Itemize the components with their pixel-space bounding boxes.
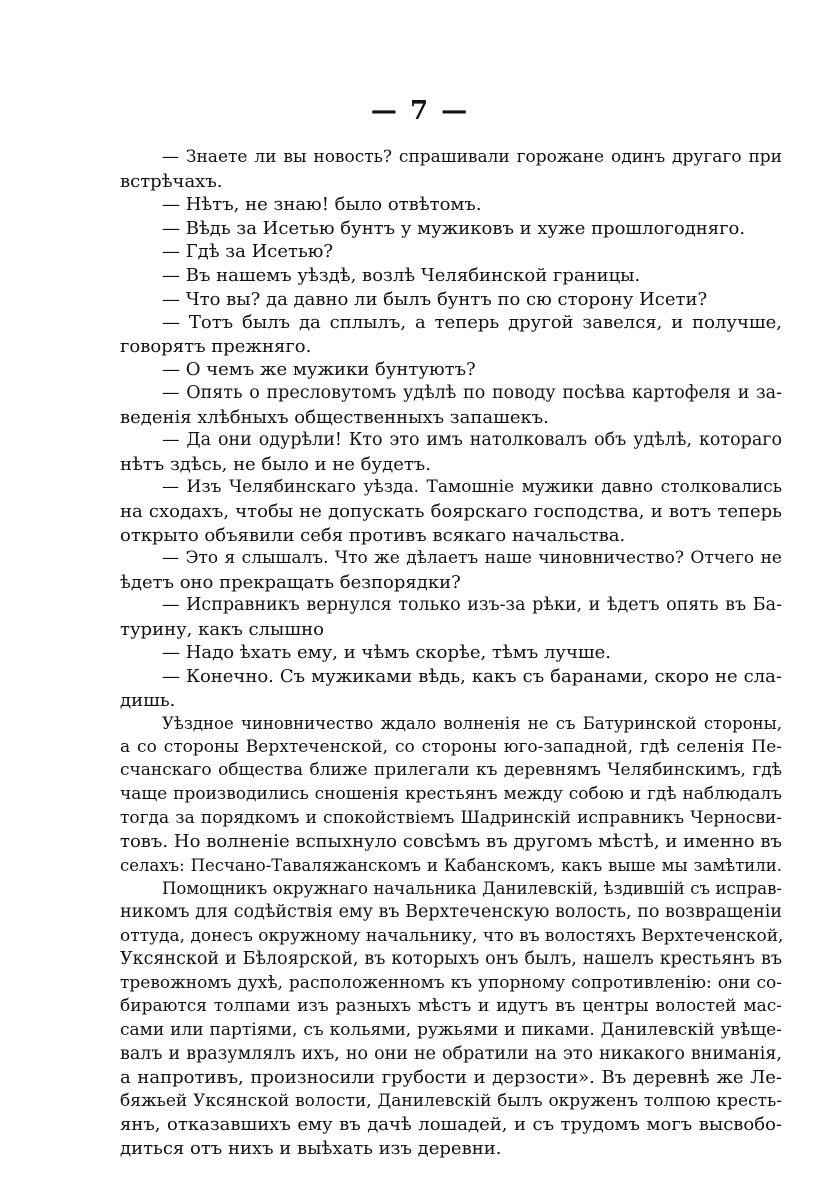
page-number: — 7 — (370, 96, 470, 126)
text-line: дишь. (120, 689, 176, 711)
body-text (120, 146, 784, 1161)
text-line: говорятъ прежняго. (120, 335, 312, 357)
text-line: — Вѣдь за Исетью бунтъ у мужиковъ и хуже прошлогодняго. (162, 217, 746, 239)
text-line: Помощникъ окружнаго начальника Данилевскій, ѣздившій съ исправ- (162, 879, 782, 899)
text-line: — Знаете ли вы новость? спрашивали горожане одинъ другаго при (162, 147, 782, 167)
text-line: диться отъ нихъ и выѣхать изъ деревни. (120, 1137, 502, 1159)
text-line: ѣдетъ оно прекращать безпорядки? (120, 571, 461, 593)
text-line: — О чемъ же мужики бунтуютъ? (162, 359, 476, 381)
text-line: сами или партіями, съ кольями, ружьями и пиками. Данилевскій увѣще- (120, 1019, 782, 1040)
text-line: — Опять о пресловутомъ удѣлѣ по поводу посѣва картофеля и за- (162, 382, 782, 403)
text-line: бираются толпами изъ разныхъ мѣстъ и идутъ въ центры волостей мас- (120, 996, 782, 1017)
text-line: тогда за порядкомъ и спокойствіемъ Шадринскій исправникъ Черносви- (120, 807, 782, 828)
text-line: — Что вы? да давно ли былъ бунтъ по сю сторону Исети? (162, 288, 708, 310)
text-line: счанскаго общества ближе прилегали къ деревнямъ Челябинскимъ, гдѣ (120, 760, 782, 781)
text-line: открыто объявили себя противъ всякаго начальства. (120, 524, 626, 546)
text-line: — Тотъ былъ да сплылъ, а теперь другой завелся, и получше, (162, 312, 782, 334)
text-line: — Нѣтъ, не знаю! было отвѣтомъ. (162, 194, 482, 216)
text-line: а со стороны Верхтеченской, со стороны юго-западной, гдѣ селенія Пе- (120, 736, 782, 757)
text-line: бяжьей Уксянской волости, Данилевскій былъ окруженъ толпою кресть- (120, 1090, 782, 1111)
text-line: турину, какъ слышно (120, 618, 324, 640)
text-line: селахъ: Песчано-Таваляжанскомъ и Кабанскомъ, какъ выше мы замѣтили. (120, 855, 782, 875)
text-line: — Изъ Челябинскаго уѣзда. Тамошніе мужики давно столковались (162, 477, 782, 498)
text-line: — Надо ѣхать ему, и чѣмъ скорѣе, тѣмъ лучше. (162, 642, 612, 664)
text-line: нѣтъ здѣсь, не было и не будетъ. (120, 453, 431, 475)
text-line: встрѣчахъ. (120, 170, 223, 192)
text-line: веденія хлѣбныхъ общественныхъ запашекъ. (120, 406, 549, 428)
text-line: — Гдѣ за Исетью? (162, 241, 334, 263)
text-line: янъ, отказавшихъ ему въ дачѣ лошадей, и съ трудомъ могъ высвобо- (120, 1114, 782, 1136)
text-line: Уѣздное чиновничество ждало волненія не съ Батуринской стороны, (162, 714, 782, 734)
text-line: товъ. Но волненіе вспыхнуло совсѣмъ въ другомъ мѣстѣ, и именно въ (120, 831, 782, 853)
text-line: — Исправникъ вернулся только изъ-за рѣки, и ѣдетъ опять въ Ба- (162, 595, 782, 616)
text-line: а напротивъ, произносили грубости и дерзости». Въ деревнѣ же Ле- (120, 1067, 782, 1089)
text-line: — Въ нашемъ уѣздѣ, возлѣ Челябинской границы. (162, 264, 641, 286)
text-line: Уксянской и Бѣлоярской, въ которыхъ онъ былъ, нашелъ крестьянъ въ (120, 949, 782, 970)
text-line: — Да они одурѣли! Кто это имъ натолковалъ объ удѣлѣ, котораго (162, 430, 782, 451)
text-line: на сходахъ, чтобы не допускать боярскаго господства, и вотъ теперь (120, 500, 782, 522)
text-line: тревожномъ духѣ, расположенномъ къ упорному сопротивленію: они со- (120, 972, 782, 993)
text-line: никомъ для содѣйствія ему въ Верхтеченскую волость, по возвращеніи (120, 902, 782, 922)
text-line: — Это я слышалъ. Что же дѣлаетъ наше чиновничество? Отчего не (162, 548, 782, 569)
text-line: чаще производились сношенія крестьянъ между собою и гдѣ наблюдалъ (120, 784, 782, 805)
text-line: оттуда, донесъ окружному начальнику, что въ волостяхъ Верхтеченской, (120, 925, 784, 946)
text-line: валъ и вразумлялъ ихъ, но они не обратили на это никакого вниманія, (120, 1043, 782, 1064)
text-line: — Конечно. Съ мужиками вѣдь, какъ съ баранами, скоро не сла- (162, 666, 782, 688)
